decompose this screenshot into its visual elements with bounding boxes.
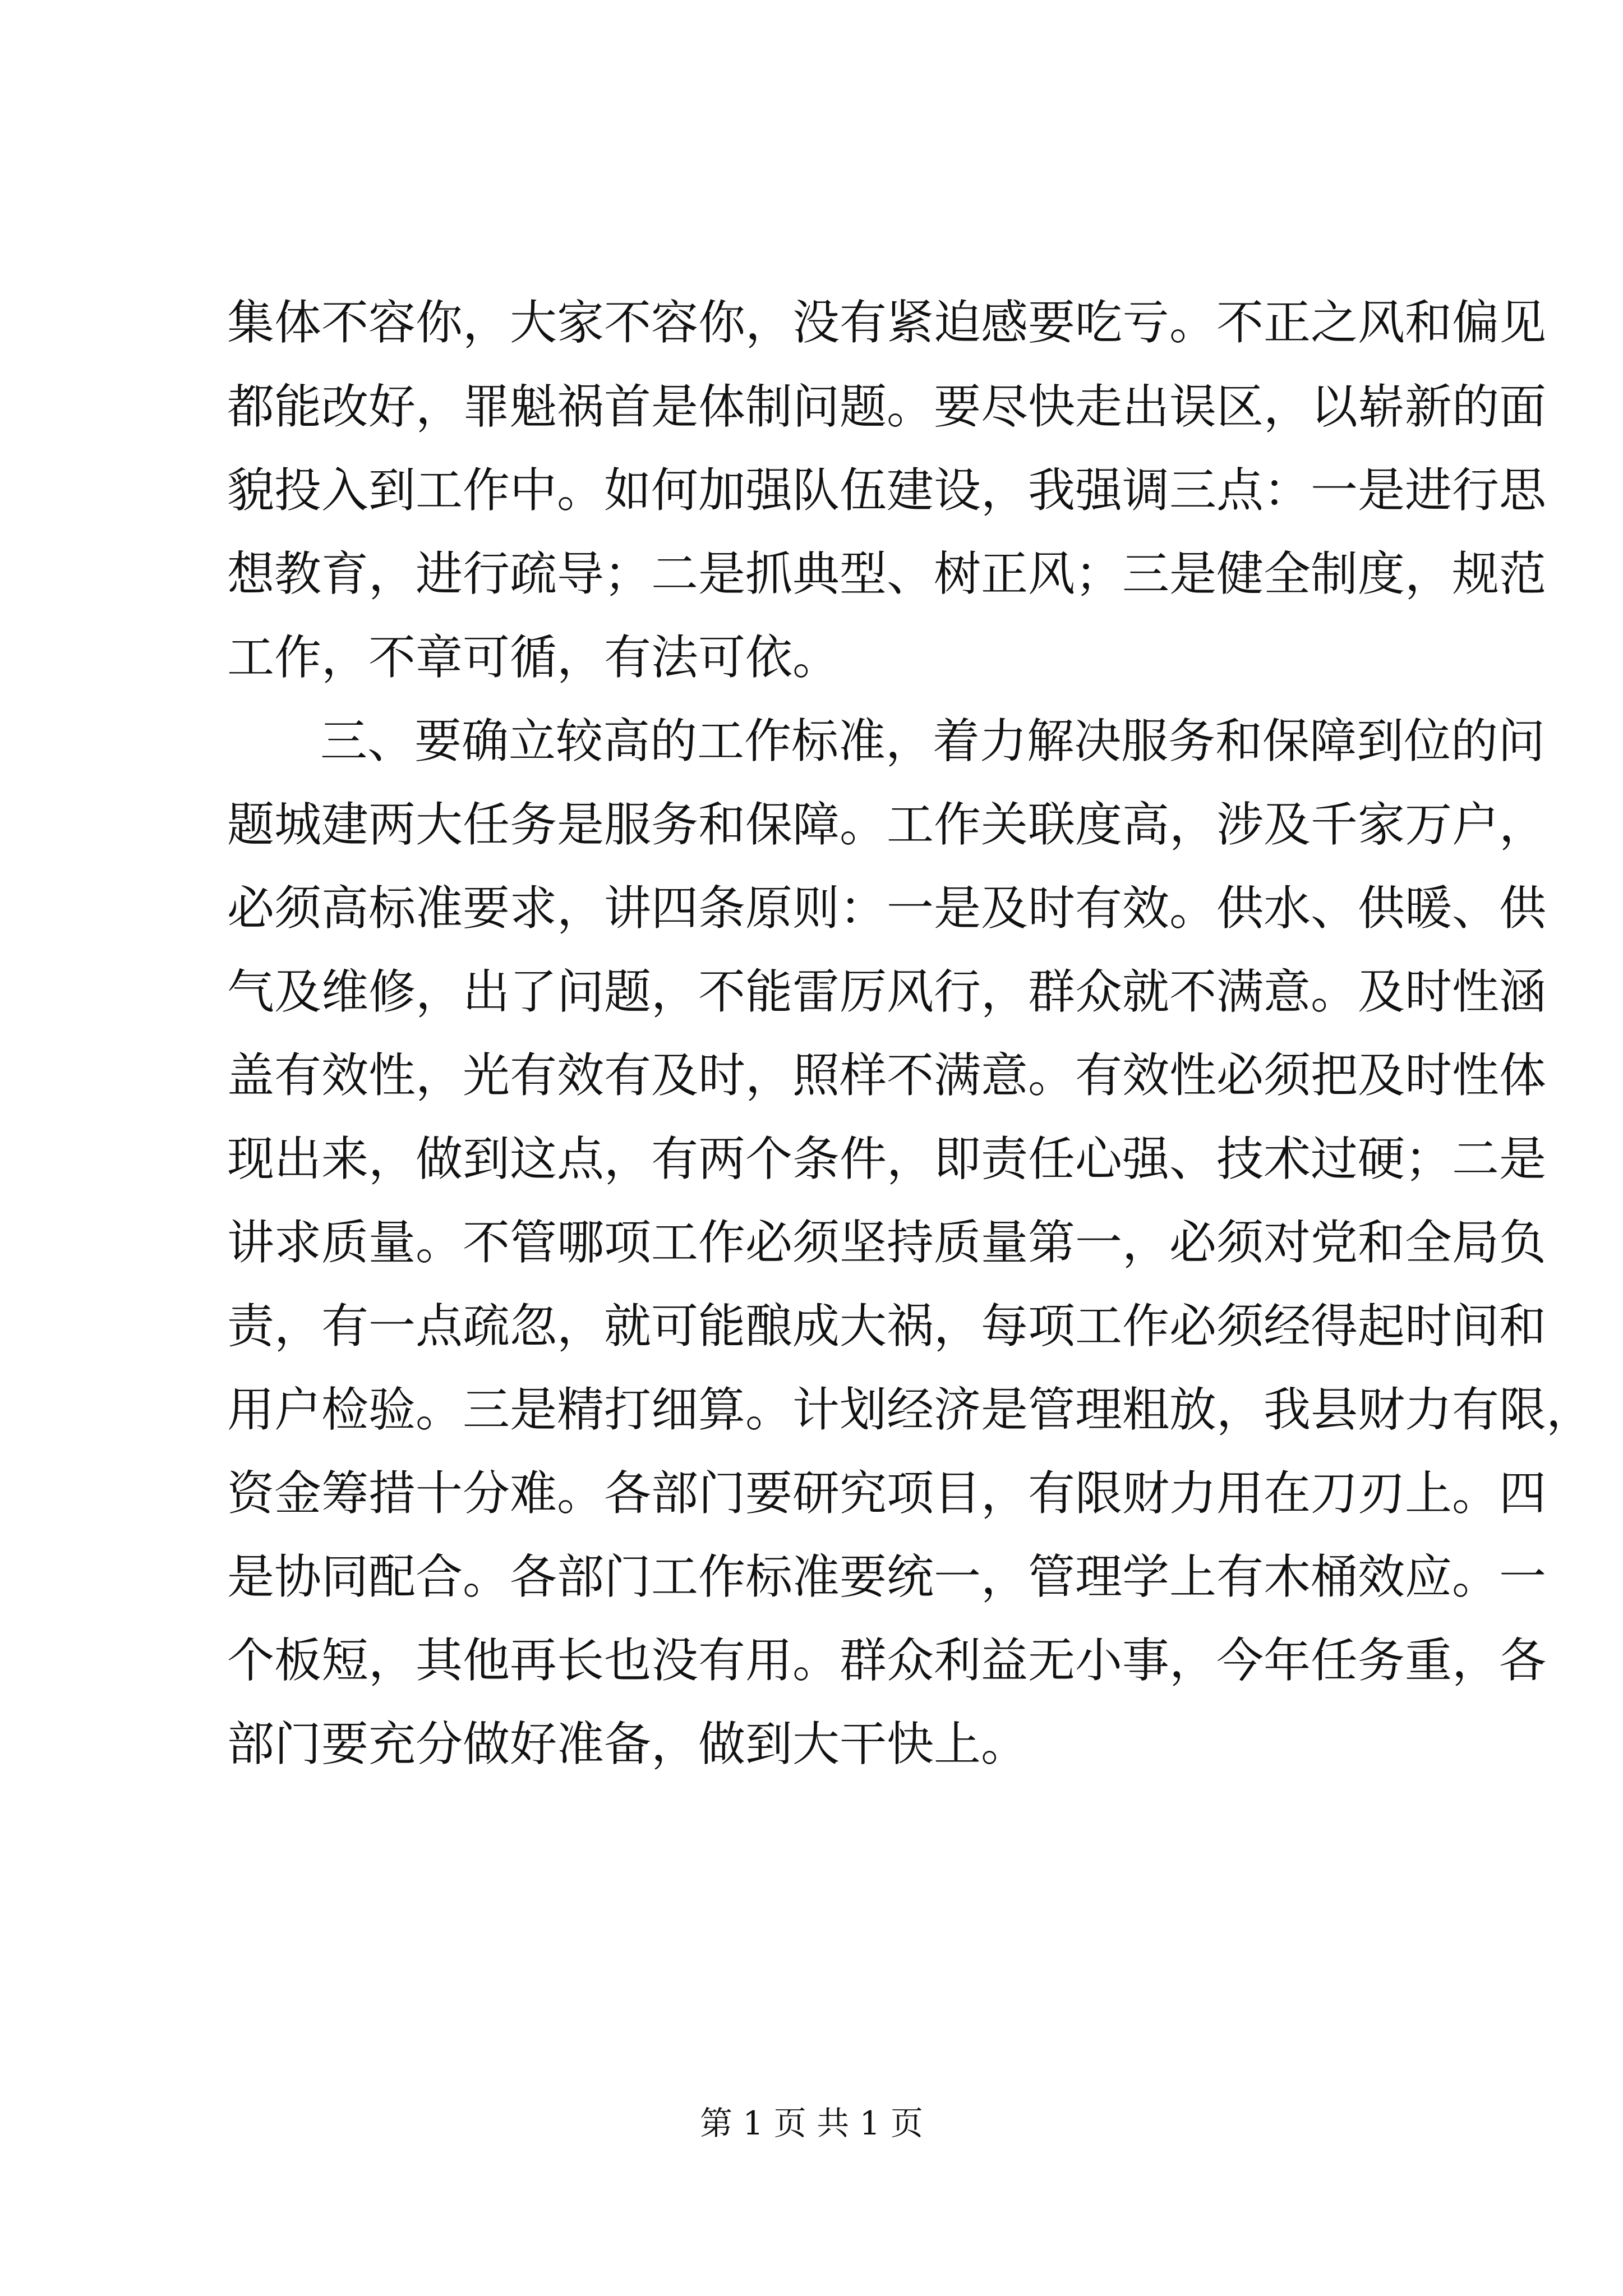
paragraph-line: 责，有一点疏忽，就可能酿成大祸，每项工作必须经得起时间和 [227, 1299, 1547, 1354]
paragraph-line: 必须高标准要求，讲四条原则：一是及时有效。供水、供暖、供 [227, 881, 1547, 936]
paragraph-line: 工作，不章可循，有法可依。 [227, 630, 840, 685]
paragraph-line: 貌投入到工作中。如何加强队伍建设，我强调三点：一是进行思 [227, 463, 1547, 518]
paragraph-line: 是协同配合。各部门工作标准要统一，管理学上有木桶效应。一 [227, 1549, 1547, 1604]
paragraph-line: 题城建两大任务是服务和保障。工作关联度高，涉及千家万户， [227, 797, 1547, 852]
page-footer [0, 2098, 1623, 2148]
paragraph-line: 三、要确立较高的工作标准，着力解决服务和保障到位的问 [320, 714, 1546, 769]
page-indicator: 第 1 页 共 1 页 [700, 2104, 923, 2142]
paragraph-line: 资金筹措十分难。各部门要研究项目，有限财力用在刀刃上。四 [227, 1466, 1547, 1521]
paragraph-line: 部门要充分做好准备，做到大干快上。 [227, 1717, 1029, 1772]
paragraph-line: 现出来，做到这点，有两个条件，即责任心强、技术过硬；二是 [227, 1131, 1547, 1186]
paragraph-line: 集体不容你，大家不容你，没有紧迫感要吃亏。不正之风和偏见 [227, 295, 1547, 350]
paragraph-line: 讲求质量。不管哪项工作必须坚持质量第一，必须对党和全局负 [227, 1215, 1547, 1270]
paragraph-line: 都能改好，罪魁祸首是体制问题。要尽快走出误区，以崭新的面 [227, 379, 1547, 434]
paragraph-line: 气及维修，出了问题，不能雷厉风行，群众就不满意。及时性涵 [227, 964, 1547, 1019]
paragraph-line: 用户检验。三是精打细算。计划经济是管理粗放，我县财力有限， [227, 1382, 1594, 1437]
paragraph-line: 个板短，其他再长也没有用。群众利益无小事，今年任务重，各 [227, 1633, 1547, 1688]
paragraph-line: 盖有效性，光有效有及时，照样不满意。有效性必须把及时性体 [227, 1048, 1547, 1103]
paragraph-line: 想教育，进行疏导；二是抓典型、树正风；三是健全制度，规范 [227, 546, 1547, 601]
